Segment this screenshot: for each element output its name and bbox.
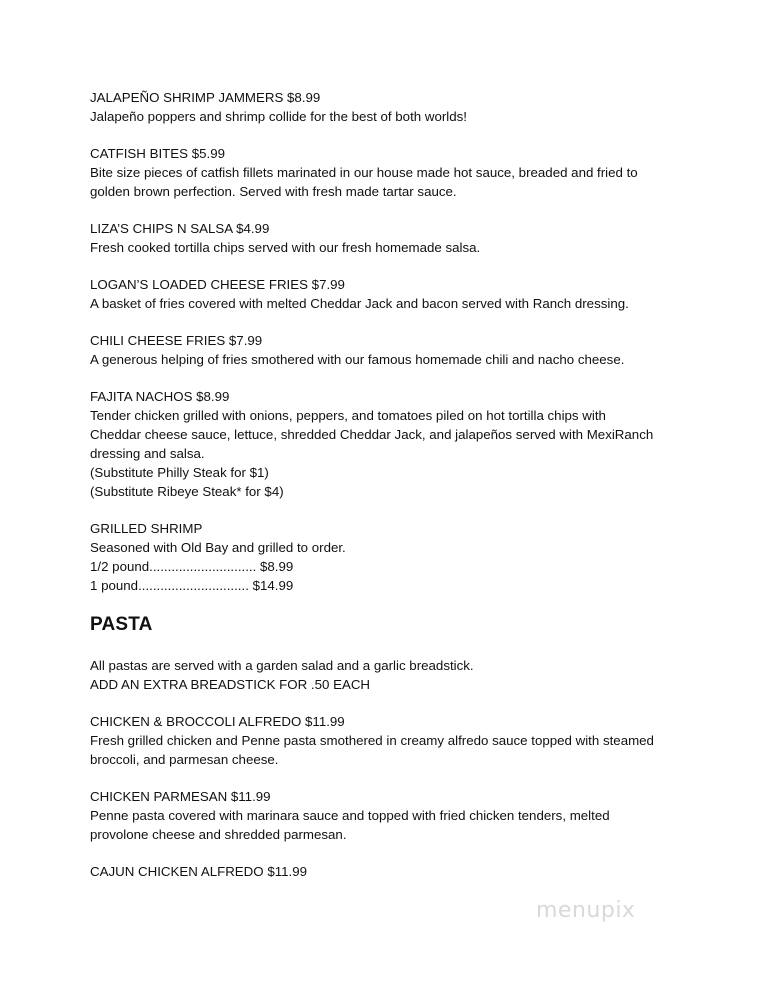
item-description: Tender chicken grilled with onions, peppers, and tomatoes piled on hot tortilla chips with xyxy=(90,408,606,423)
pasta-intro-line: ADD AN EXTRA BREADSTICK FOR .50 EACH xyxy=(90,677,371,692)
menu-item-chili-cheese-fries xyxy=(90,331,730,369)
item-description: golden brown perfection. Served with fresh made tartar sauce. xyxy=(90,184,457,199)
item-description: Penne pasta covered with marinara sauce and topped with fried chicken tenders, melted xyxy=(90,808,610,823)
item-title: LIZA’S CHIPS N SALSA $4.99 xyxy=(90,221,270,236)
item-description: broccoli, and parmesan cheese. xyxy=(90,752,279,767)
menu-item-fajita-nachos xyxy=(90,387,730,501)
menu-item-grilled-shrimp xyxy=(90,519,730,595)
item-description: Seasoned with Old Bay and grilled to order. xyxy=(90,540,346,555)
item-description: Jalapeño poppers and shrimp collide for the best of both worlds! xyxy=(90,109,467,124)
item-title: JALAPEÑO SHRIMP JAMMERS $8.99 xyxy=(90,90,321,105)
item-title: FAJITA NACHOS $8.99 xyxy=(90,389,230,404)
item-description: provolone cheese and shredded parmesan. xyxy=(90,827,347,842)
item-description: Fresh cooked tortilla chips served with our fresh homemade salsa. xyxy=(90,240,481,255)
menu-page xyxy=(90,88,730,899)
item-description: dressing and salsa. xyxy=(90,446,205,461)
item-title: CHICKEN PARMESAN $11.99 xyxy=(90,789,271,804)
menu-item-logans-loaded-cheese-fries xyxy=(90,275,730,313)
item-description: A generous helping of fries smothered with our famous homemade chili and nacho cheese. xyxy=(90,352,625,367)
menu-item-catfish-bites xyxy=(90,144,730,201)
item-title: CHILI CHEESE FRIES $7.99 xyxy=(90,333,263,348)
item-substitution: (Substitute Philly Steak for $1) xyxy=(90,465,269,480)
menu-item-chicken-broccoli-alfredo xyxy=(90,712,730,769)
pasta-intro xyxy=(90,656,730,694)
item-title: GRILLED SHRIMP xyxy=(90,521,203,536)
item-description: Cheddar cheese sauce, lettuce, shredded Cheddar Jack, and jalapeños served with MexiRanch xyxy=(90,427,654,442)
menu-item-jalapeno-shrimp-jammers xyxy=(90,88,730,126)
item-description: A basket of fries covered with melted Cheddar Jack and bacon served with Ranch dressing. xyxy=(90,296,629,311)
item-title: LOGAN’S LOADED CHEESE FRIES $7.99 xyxy=(90,277,345,292)
menu-item-chicken-parmesan xyxy=(90,787,730,844)
item-substitution: (Substitute Ribeye Steak* for $4) xyxy=(90,484,284,499)
item-price-line: 1 pound.............................. $14.99 xyxy=(90,578,294,593)
item-title: CATFISH BITES $5.99 xyxy=(90,146,225,161)
item-description: Fresh grilled chicken and Penne pasta smothered in creamy alfredo sauce topped with steamed xyxy=(90,733,654,748)
section-heading-pasta: PASTA xyxy=(90,614,153,635)
item-title: CAJUN CHICKEN ALFREDO $11.99 xyxy=(90,864,308,879)
pasta-intro-line: All pastas are served with a garden salad and a garlic breadstick. xyxy=(90,658,474,673)
watermark-logo: menupix xyxy=(536,898,636,923)
item-price-line: 1/2 pound............................. $8.99 xyxy=(90,559,294,574)
menu-item-cajun-chicken-alfredo xyxy=(90,862,730,881)
menu-item-lizas-chips-n-salsa xyxy=(90,219,730,257)
item-description: Bite size pieces of catfish fillets marinated in our house made hot sauce, breaded and fried to xyxy=(90,165,638,180)
item-title: CHICKEN & BROCCOLI ALFREDO $11.99 xyxy=(90,714,345,729)
